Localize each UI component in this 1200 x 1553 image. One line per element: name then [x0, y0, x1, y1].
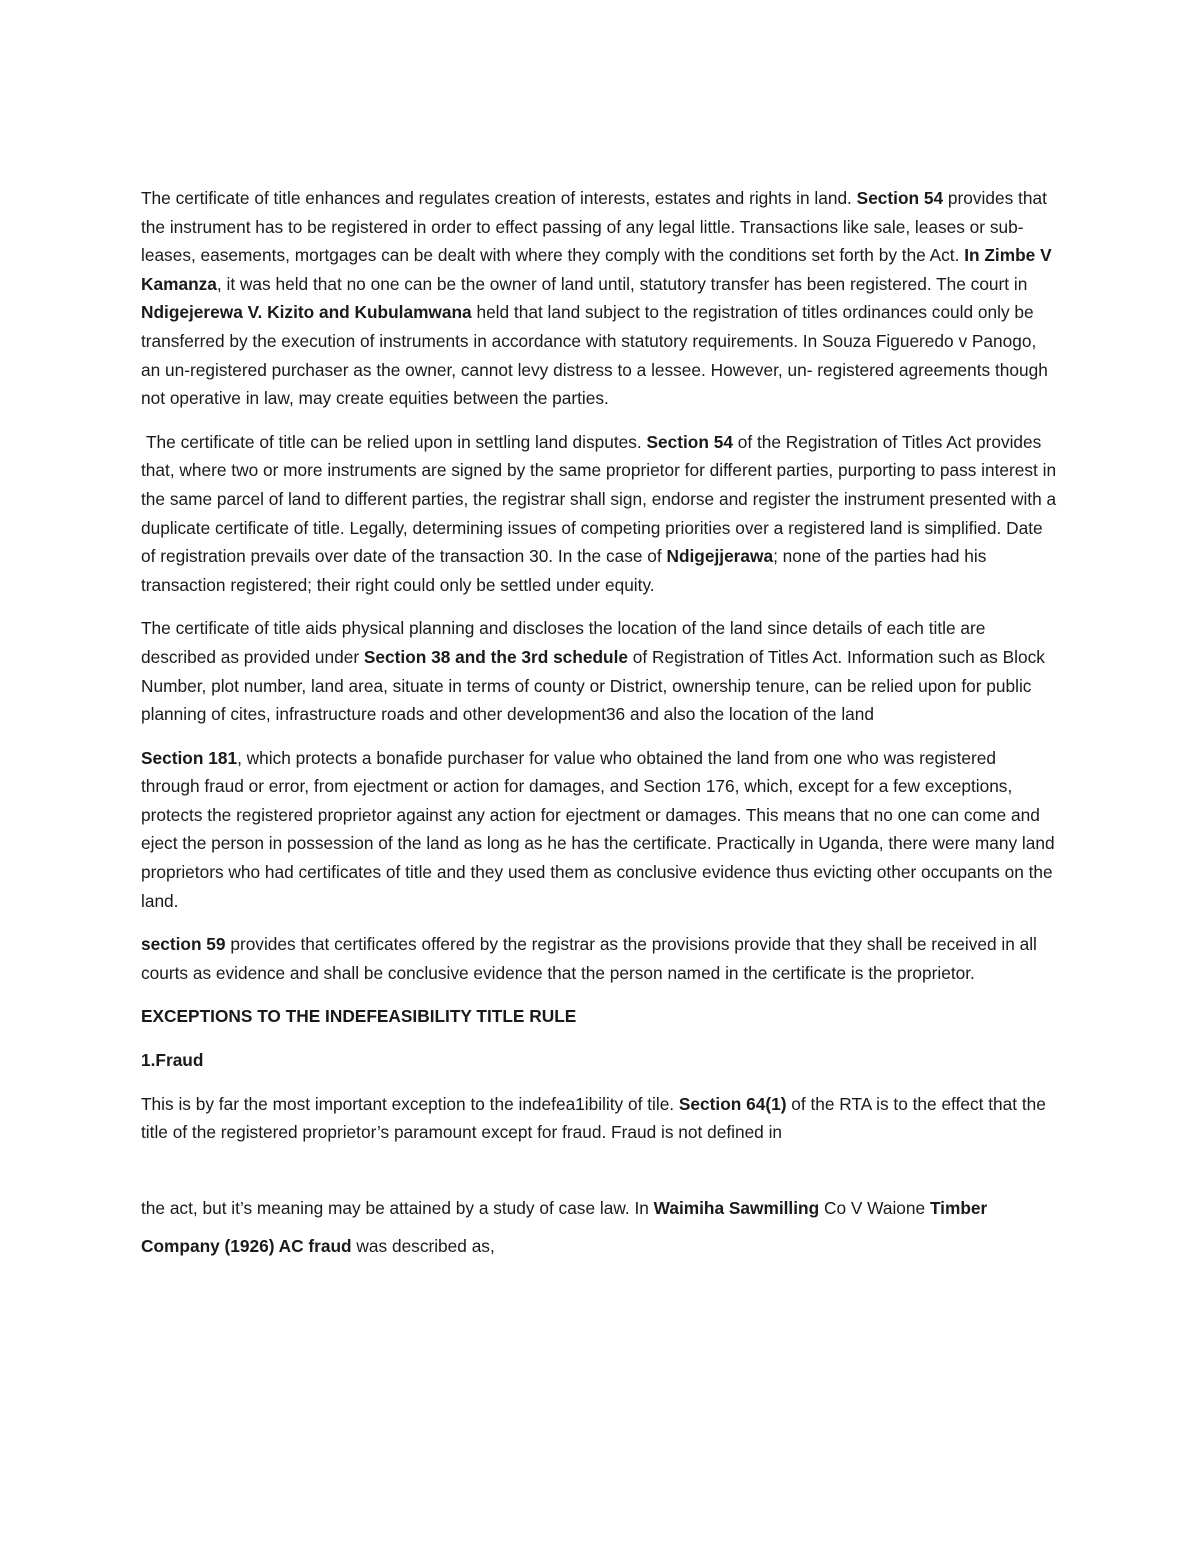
heading-exceptions: EXCEPTIONS TO THE INDEFEASIBILITY TITLE RULE	[141, 1006, 577, 1027]
case-waimiha-sawmilling: Waimiha Sawmilling	[653, 1197, 820, 1218]
paragraph-physical-planning	[141, 614, 1059, 728]
page-gap	[141, 1147, 1059, 1189]
paragraph-section-59	[141, 930, 1059, 987]
citation-section-59: section 59	[141, 934, 226, 955]
paragraph-fraud-exception	[141, 1090, 1059, 1147]
text-run: provides that the instrument has to be registered in order to effect passing of any legal little. Transactions like sale, leases or sub- leases, easements, mortgages can be dealt with where they comply with the conditions set forth by the Act.	[141, 188, 1047, 266]
paragraph-certificate-regulates	[141, 184, 1059, 413]
paragraph-case-law	[141, 1189, 1059, 1265]
paragraph-settling-disputes	[141, 428, 1059, 600]
text-run: The certificate of title aids physical planning and discloses the location of the land since details of each title are described as provided under	[141, 618, 986, 667]
text-run: of the Registration of Titles Act provides that, where two or more instruments are signed by the same proprietor for different parties, purporting to pass interest in the same parcel of land to different parties, the registrar shall sign, endorse and register the instrument presented with a duplicate certificate of title. Legally, determining issues of competing priorities over a registered land is simplified. Date of registration prevails over date of the transaction 30. In the case of	[141, 431, 1057, 567]
case-timber-company: Timber Company (1926) AC fraud	[141, 1197, 988, 1256]
citation-section-54: Section 54	[856, 188, 944, 208]
citation-section-38: Section 38 and the 3rd schedule	[363, 646, 628, 667]
text-run: of Registration of Titles Act. Information such as Block Number, plot number, land area, situate in terms of county or District, ownership tenure, can be relied upon for public planning of cites, infrastructure roads and other development36 and also the location of the land	[141, 646, 1045, 725]
citation-section-54: Section 54	[646, 431, 733, 452]
heading-fraud: 1.Fraud	[141, 1050, 204, 1071]
text-run: The certificate of title enhances and regulates creation of interests, estates and rights in land.	[141, 188, 857, 208]
case-ndigejerewa-v-kizito: Ndigejerewa V. Kizito and Kubulamwana	[141, 302, 472, 323]
text-run: held that land subject to the registration of titles ordinances could only be transferred by the execution of instruments in accordance with statutory requirements. In Souza Figueredo v Panogo, an un-registered purchaser as the owner, cannot levy distress to a lessee. However, un- registered agreements though not operative in law, may create equities between the parties.	[141, 302, 1048, 409]
text-run: This is by far the most important exception to the indefea1ibility of tile.	[141, 1093, 679, 1114]
case-ndigejjerawa: Ndigejjerawa	[666, 546, 774, 567]
text-run: was described as,	[351, 1235, 495, 1256]
text-run: , it was held that no one can be the owner of land until, statutory transfer has been registered. The court in	[216, 273, 1028, 294]
text-run: ; none of the parties had his transaction registered; their right could only be settled under equity.	[141, 546, 987, 595]
text-run: Co V Waione	[819, 1197, 930, 1218]
text-run: The certificate of title can be relied upon in settling land disputes.	[146, 431, 647, 452]
text-run: the act, but it’s meaning may be attained by a study of case law. In	[141, 1197, 654, 1218]
text-run: , which protects a bonafide purchaser for value who obtained the land from one who was registered through fraud or error, from ejectment or action for damages, and Section 176, which, except for a few exceptions, protects the registered proprietor against any action for ejectment or damages. This means that no one can come and eject the person in possession of the land as long as he has the certificate. Practically in Uganda, there were many land proprietors who had certificates of title and they used them as conclusive evidence thus evicting other occupants on the land.	[141, 747, 1055, 911]
text-run: provides that certificates offered by the registrar as the provisions provide that they shall be received in all courts as evidence and shall be conclusive evidence that the person named in the certificate is the proprietor.	[141, 934, 1037, 983]
case-zimbe-v-kamanza: In Zimbe V Kamanza	[141, 245, 1052, 294]
document-page	[141, 184, 1059, 1280]
paragraph-section-181	[141, 744, 1059, 916]
citation-section-64-1: Section 64(1)	[678, 1093, 787, 1114]
citation-section-181: Section 181	[141, 747, 238, 768]
text-run: of the RTA is to the effect that the title of the registered proprietor’s paramount except for fraud. Fraud is not defined in	[141, 1093, 1046, 1143]
